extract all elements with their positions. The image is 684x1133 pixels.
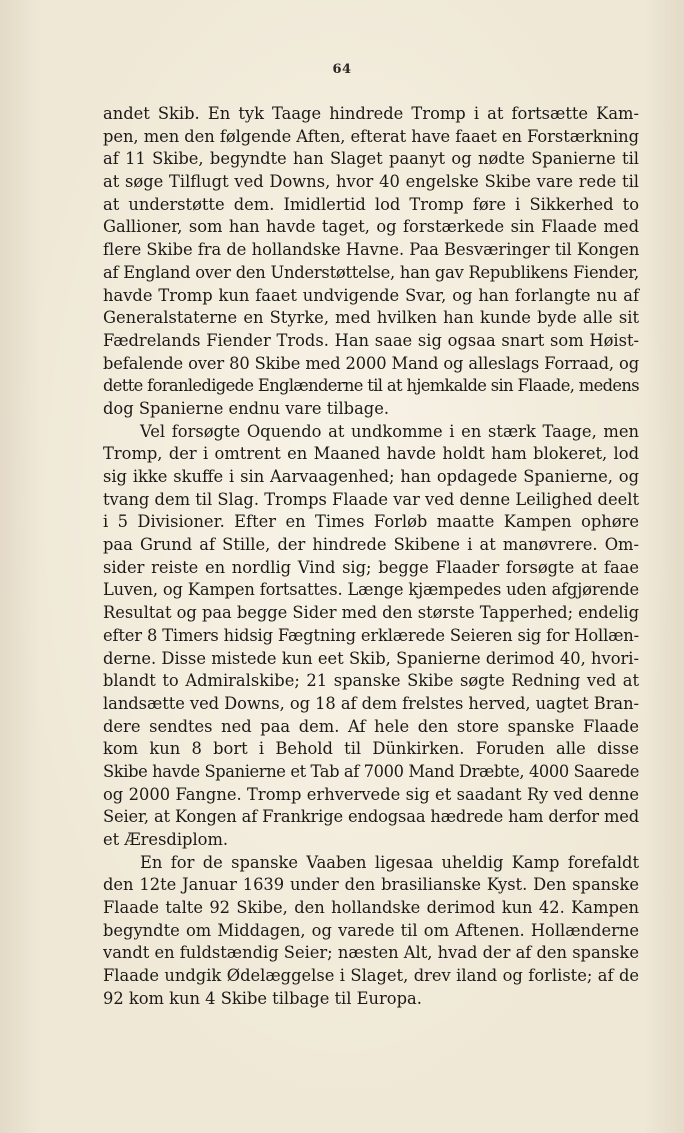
text-line: kom kun 8 bort i Behold til Dünkirken. Foruden alle disse	[103, 739, 639, 759]
page-number: 64	[332, 62, 352, 77]
text-line: dette foranledigede Englænderne til at hjemkalde sin Flaade, medens	[103, 376, 639, 396]
text-line: Fædrelands Fiender Trods. Han saae sig ogsaa snart som Høist-	[103, 330, 639, 350]
text-line: af England over den Understøttelse, han gav Republikens Fiender,	[103, 262, 639, 282]
text-line: Flaade undgik Ødelæggelse i Slaget, drev iland og forliste; af de	[103, 966, 639, 986]
text-line: at understøtte dem. Imidlertid lod Tromp føre i Sikkerhed to	[103, 194, 639, 214]
body-text	[103, 103, 639, 1011]
text-line: Tromp, der i omtrent en Maaned havde holdt ham blokeret, lod	[103, 444, 639, 464]
text-line: paa Grund af Stille, der hindrede Skibene i at manøvrere. Om-	[103, 535, 639, 555]
text-line: andet Skib. En tyk Taage hindrede Tromp i at fortsætte Kam-	[103, 104, 639, 123]
text-line: den 12te Januar 1639 under den brasilianske Kyst. Den spanske	[103, 875, 639, 895]
text-line: derne. Disse mistede kun eet Skib, Spanierne derimod 40, hvori-	[103, 648, 639, 668]
text-line: En for de spanske Vaaben ligesaa uheldig Kamp forefaldt	[140, 852, 639, 872]
text-line: dere sendtes ned paa dem. Af hele den store spanske Flaade	[103, 716, 639, 736]
text-line: et Æresdiplom.	[103, 830, 229, 849]
text-line: 92 kom kun 4 Skibe tilbage til Europa.	[103, 988, 422, 1008]
text-line: at søge Tilflugt ved Downs, hvor 40 engelske Skibe vare rede til	[103, 172, 639, 192]
text-line: landsætte ved Downs, og 18 af dem frelstes herved, uagtet Bran-	[103, 693, 639, 713]
text-line: Vel forsøgte Oquendo at undkomme i en stærk Taage, men	[140, 421, 639, 441]
text-line: Seier, at Kongen af Frankrige endogsaa hædrede ham derfor med	[103, 807, 639, 827]
text-line: af 11 Skibe, begyndte han Slaget paanyt og nødte Spanierne til	[103, 149, 639, 169]
text-line: Generalstaterne en Styrke, med hvilken han kunde byde alle sit	[103, 308, 639, 328]
text-line: sig ikke skuffe i sin Aarvaagenhed; han opdagede Spanierne, og	[103, 467, 639, 486]
text-line: og 2000 Fangne. Tromp erhvervede sig et saadant Ry ved denne	[103, 784, 639, 804]
text-line: dog Spanierne endnu vare tilbage.	[103, 398, 390, 418]
text-line: Flaade talte 92 Skibe, den hollandske derimod kun 42. Kampen	[103, 898, 639, 918]
text-line: befalende over 80 Skibe med 2000 Mand og alleslags Forraad, og	[103, 353, 639, 373]
text-line: Luven, og Kampen fortsattes. Længe kjæmpedes uden afgjørende	[103, 580, 639, 600]
text-line: pen, men den følgende Aften, efterat have faaet en Forstærkning	[103, 126, 639, 146]
text-line: sider reiste en nordlig Vind sig; begge Flaader forsøgte at faae	[103, 557, 639, 577]
text-line: blandt to Admiralskibe; 21 spanske Skibe søgte Redning ved at	[103, 671, 639, 691]
text-line: flere Skibe fra de hollandske Havne. Paa Besværinger til Kongen	[103, 240, 640, 260]
text-line: Gallioner, som han havde taget, og forstærkede sin Flaade med	[103, 217, 639, 237]
text-line: havde Tromp kun faaet undvigende Svar, og han forlangte nu af	[103, 285, 639, 305]
text-line: vandt en fuldstændig Seier; næsten Alt, hvad der af den spanske	[103, 943, 639, 963]
text-line: efter 8 Timers hidsig Fægtning erklærede Seieren sig for Hollæn-	[103, 625, 639, 645]
text-line: tvang dem til Slag. Tromps Flaade var ved denne Leilighed deelt	[103, 489, 639, 509]
text-line: begyndte om Middagen, og varede til om Aftenen. Hollænderne	[103, 920, 639, 940]
text-line: i 5 Divisioner. Efter en Times Forløb maatte Kampen ophøre	[103, 512, 639, 532]
text-line: Skibe havde Spanierne et Tab af 7000 Mand Dræbte, 4000 Saarede	[103, 761, 639, 781]
text-line: Resultat og paa begge Sider med den største Tapperhed; endelig	[103, 603, 639, 623]
